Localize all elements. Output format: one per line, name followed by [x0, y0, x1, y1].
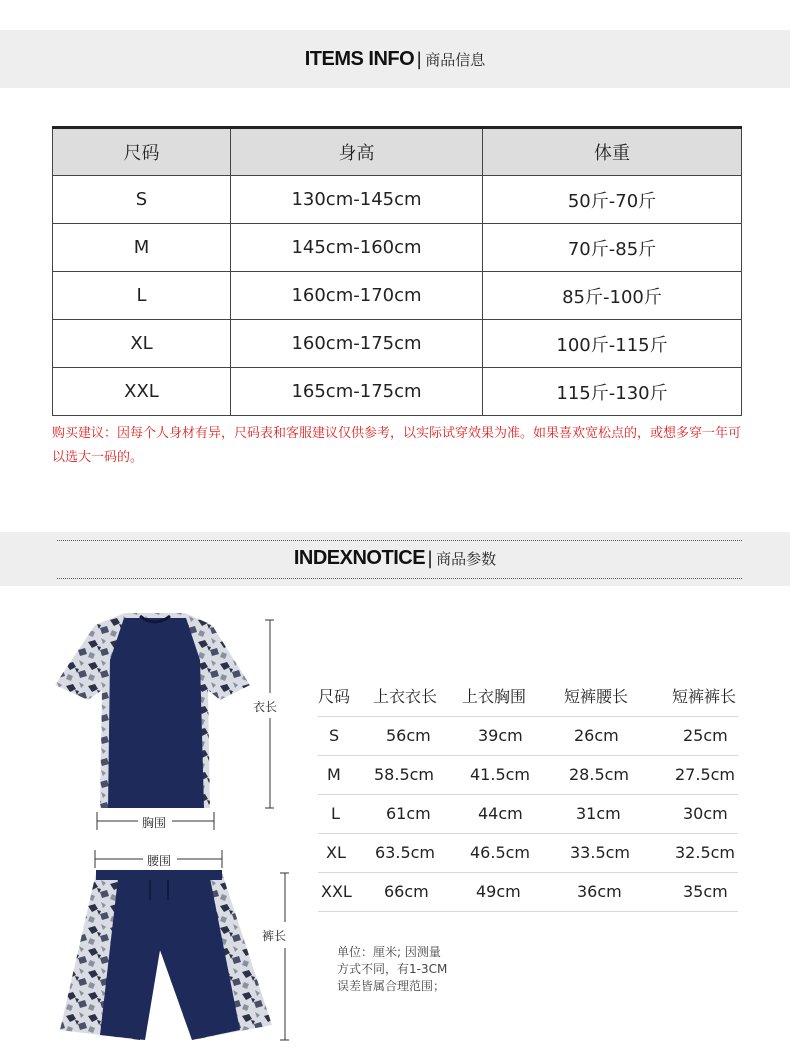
- pants-length-label: 裤长: [262, 929, 287, 943]
- spec-size-cell: S: [329, 726, 340, 745]
- size-table: [52, 126, 742, 416]
- shirt-length-label: 衣长: [253, 700, 278, 714]
- spec-value-cell: 49cm: [476, 882, 521, 901]
- height-cell: 165cm-175cm: [231, 368, 483, 416]
- garment-illustration: [40, 605, 310, 1045]
- spec-value-cell: 39cm: [478, 726, 523, 745]
- spec-size-cell: L: [331, 804, 340, 823]
- table-row: [53, 368, 742, 416]
- banner-separator: |: [427, 548, 434, 569]
- banner-title-cn: 商品参数: [436, 550, 497, 568]
- spec-size-cell: M: [327, 765, 341, 784]
- spec-value-cell: 30cm: [683, 804, 728, 823]
- spec-value-cell: 63.5cm: [375, 843, 436, 862]
- table-row: [318, 834, 738, 873]
- weight-cell: 115斤-130斤: [483, 368, 742, 416]
- spec-table: [318, 678, 738, 912]
- banner-title-en: ITEMS INFO: [304, 48, 415, 70]
- spec-value-cell: 58.5cm: [374, 765, 435, 784]
- size-table-header: [53, 128, 742, 176]
- size-cell: L: [53, 272, 231, 320]
- spec-value-cell: 25cm: [683, 726, 728, 745]
- size-cell: M: [53, 224, 231, 272]
- table-row: [318, 795, 738, 834]
- weight-cell: 100斤-115斤: [483, 320, 742, 368]
- header-weight: 体重: [483, 128, 742, 176]
- spec-value-cell: 56cm: [386, 726, 431, 745]
- spec-value-cell: 27.5cm: [675, 765, 736, 784]
- spec-header-top-length: 上衣衣长: [373, 687, 438, 706]
- table-row: [53, 224, 742, 272]
- height-cell: 160cm-170cm: [231, 272, 483, 320]
- spec-value-cell: 36cm: [577, 882, 622, 901]
- banner-separator: |: [416, 49, 423, 70]
- unit-note: [337, 944, 447, 995]
- table-row: [318, 873, 738, 912]
- table-row: [318, 717, 738, 756]
- dotted-divider-bottom: [57, 578, 742, 579]
- banner-title-cn: 商品信息: [425, 51, 486, 69]
- unit-note-line: 方式不同，有1-3CM: [337, 962, 448, 976]
- spec-header-shorts-waist: 短裤腰长: [564, 687, 629, 706]
- spec-size-cell: XL: [326, 843, 346, 862]
- size-cell: XXL: [53, 368, 231, 416]
- height-cell: 160cm-175cm: [231, 320, 483, 368]
- weight-cell: 70斤-85斤: [483, 224, 742, 272]
- weight-cell: 85斤-100斤: [483, 272, 742, 320]
- items-info-title: [0, 48, 790, 71]
- spec-value-cell: 41.5cm: [470, 765, 531, 784]
- table-row: [318, 756, 738, 795]
- spec-table-header: [318, 678, 738, 717]
- spec-header-top-chest: 上衣胸围: [462, 687, 527, 706]
- spec-value-cell: 32.5cm: [675, 843, 736, 862]
- height-cell: 130cm-145cm: [231, 176, 483, 224]
- size-cell: XL: [53, 320, 231, 368]
- spec-size-cell: XXL: [321, 882, 352, 901]
- table-row: [53, 320, 742, 368]
- size-cell: S: [53, 176, 231, 224]
- spec-value-cell: 61cm: [386, 804, 431, 823]
- table-row: [53, 176, 742, 224]
- banner-title-en: INDEXNOTICE: [293, 547, 426, 569]
- spec-value-cell: 35cm: [683, 882, 728, 901]
- header-height: 身高: [231, 128, 483, 176]
- spec-value-cell: 46.5cm: [470, 843, 531, 862]
- spec-value-cell: 33.5cm: [570, 843, 631, 862]
- unit-note-line: 单位：厘米; 因测量: [337, 945, 441, 959]
- spec-value-cell: 28.5cm: [569, 765, 630, 784]
- spec-value-cell: 31cm: [576, 804, 621, 823]
- spec-value-cell: 44cm: [478, 804, 523, 823]
- table-row: [53, 272, 742, 320]
- shirt-icon: [55, 613, 250, 808]
- waist-label: 腰围: [147, 854, 172, 868]
- spec-header-size: 尺码: [318, 687, 351, 706]
- spec-value-cell: 26cm: [574, 726, 619, 745]
- purchase-advice: 购买建议：因每个人身材有异，尺码表和客服建议仅供参考，以实际试穿效果为准。如果喜欢宽松点的，或想多穿一年可以选大一码的。: [52, 426, 742, 465]
- header-size: 尺码: [53, 128, 231, 176]
- chest-label: 胸围: [142, 816, 167, 830]
- weight-cell: 50斤-70斤: [483, 176, 742, 224]
- spec-header-shorts-length: 短裤裤长: [672, 687, 737, 706]
- unit-note-line: 误差皆属合理范围；: [337, 979, 446, 993]
- height-cell: 145cm-160cm: [231, 224, 483, 272]
- index-notice-title: [0, 547, 790, 570]
- dotted-divider-top: [57, 540, 742, 541]
- spec-value-cell: 66cm: [384, 882, 429, 901]
- shorts-icon: [60, 870, 272, 1040]
